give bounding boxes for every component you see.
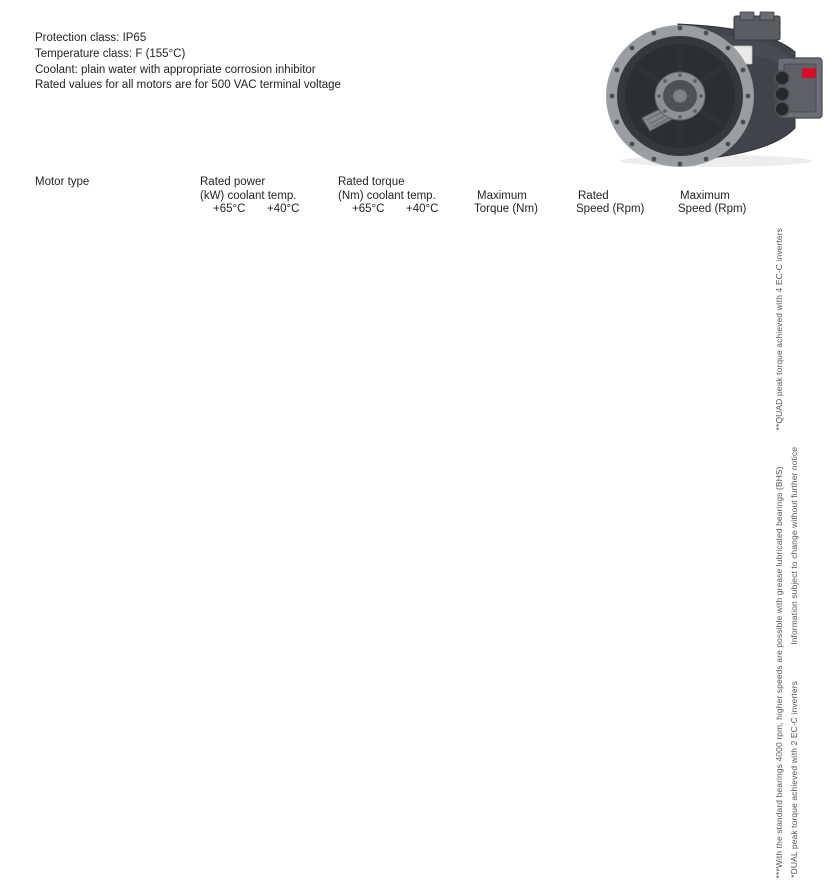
rated-values-line: Rated values for all motors are for 500 VAC terminal voltage <box>35 79 341 92</box>
cable-gland-3 <box>775 102 789 116</box>
temperature-class-line: Temperature class: F (155°C) <box>35 47 186 60</box>
cable-gland-1 <box>775 71 789 85</box>
header-max-speed-1: Maximum <box>680 190 730 202</box>
footnote-dual-notice <box>789 447 799 878</box>
protection-class-line: Protection class: IP65 <box>35 32 147 44</box>
header-rated-torque: Rated torque <box>338 176 405 188</box>
motor-product-image <box>598 8 828 170</box>
footnote-notice-text: Information subject to change without further notice <box>789 447 799 646</box>
footnote-quad-text: **QUAD peak torque achieved with 4 EC-C inverters <box>774 227 784 430</box>
header-power-temp65: +65°C <box>213 203 246 215</box>
header-rated-speed-1: Rated <box>578 190 609 202</box>
header-rated-speed-2: Speed (Rpm) <box>576 203 645 215</box>
spec-info-block <box>35 31 341 94</box>
header-torque-temp40: +40°C <box>406 203 439 215</box>
coolant-line: Coolant: plain water with appropriate corrosion inhibitor <box>35 63 316 76</box>
footnote-bearings-text: ***With the standard bearings 4000 rpm, higher speeds are possible with grease lubricated bearings (BHS) <box>774 465 784 878</box>
header-rated-power: Rated power <box>200 176 266 188</box>
header-rated-torque-sub: (Nm) coolant temp. <box>338 190 436 202</box>
footnote-bearings-quad <box>774 228 784 878</box>
brand-label <box>802 68 816 78</box>
header-torque-temp65: +65°C <box>352 203 385 215</box>
header-max-torque-1: Maximum <box>477 190 527 202</box>
header-motor-type: Motor type <box>35 176 90 188</box>
header-power-temp40: +40°C <box>267 203 300 215</box>
footnote-dual-text: *DUAL peak torque achieved with 2 EC-C inverters <box>789 681 799 878</box>
header-rated-power-sub: (kW) coolant temp. <box>200 190 297 202</box>
header-max-torque-2: Torque (Nm) <box>474 203 538 215</box>
header-max-speed-2: Speed (Rpm) <box>678 203 747 215</box>
cable-gland-2 <box>775 87 789 101</box>
